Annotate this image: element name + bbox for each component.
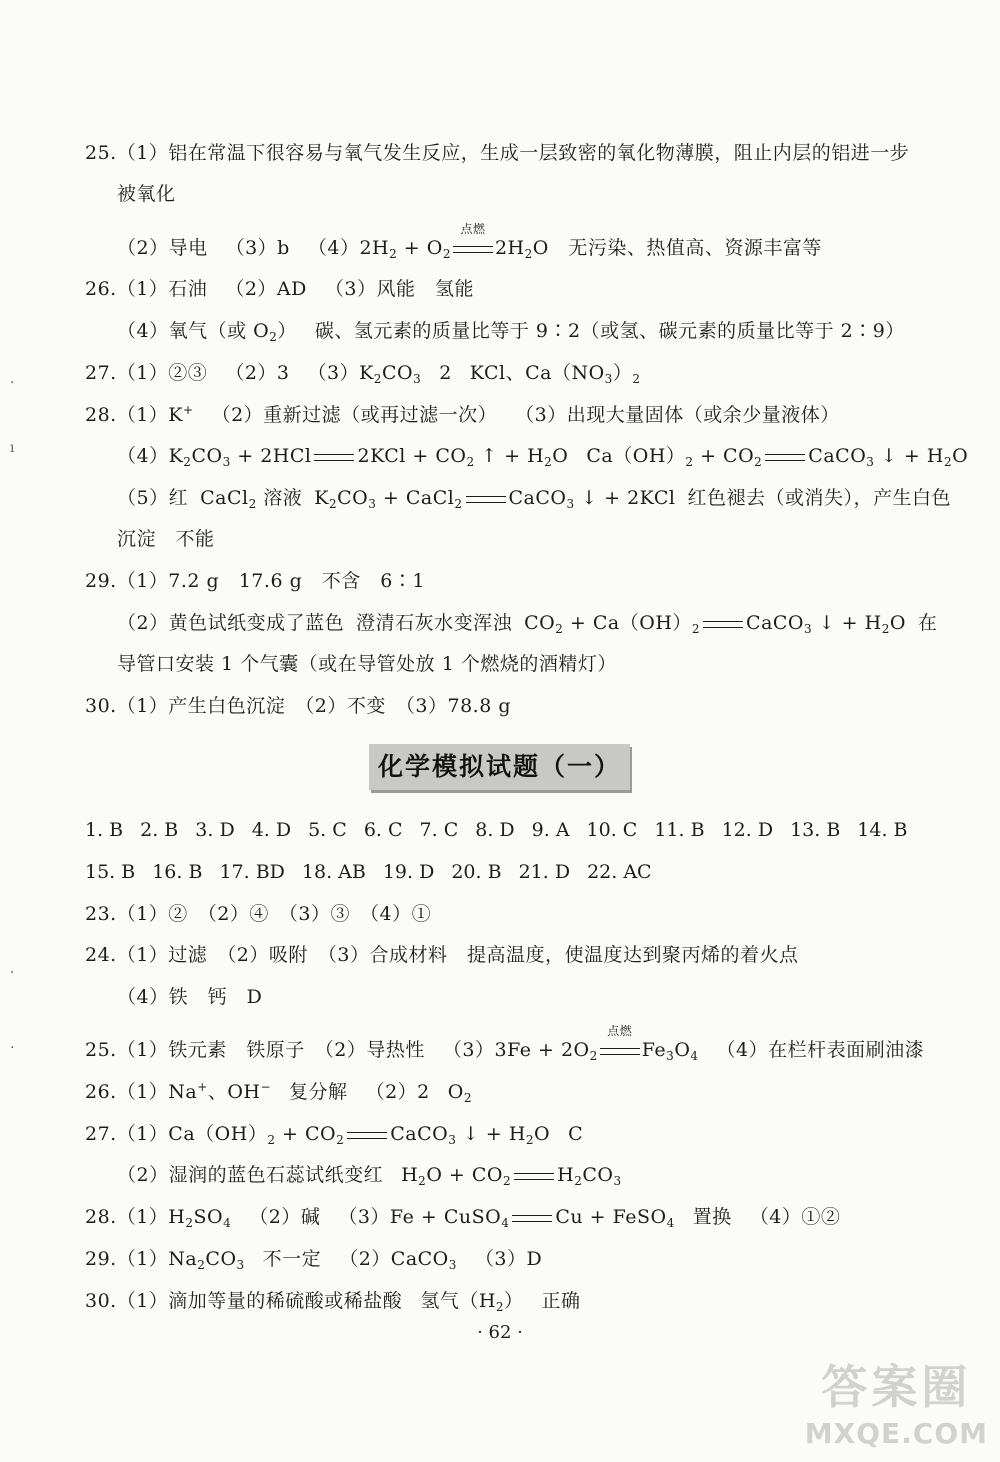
answer-24-line2: （4）铁 钙 D [117,986,263,1008]
answer-25-part4: $(4)2H_2 + O_2$ 点燃 $2H_2O$ [307,222,549,261]
mc-answer: 14. B [857,819,908,841]
answer-24-line1: 24.（1）过滤 （2）吸附 （3）合成材料 提高温度，使温度达到聚丙烯的着火点 [85,944,799,966]
answer-25b: 25.（1）铁元素 铁原子 （2）导热性 $(3)3Fe + 2O_2$ 点燃 $Fe_3O_4$ （4）在栏杆表面刷油漆 [85,1024,925,1063]
mc-answer: 19. D [382,861,435,883]
answer-30b: 30.（1）滴加等量的稀硫酸或稀盐酸 氢气$(H_2)$ 正确 [85,1290,581,1314]
mc-answer: 2. B [140,819,179,841]
answer-29-line3: 导管口安装 1 个气囊（或在导管处放 1 个燃烧的酒精灯） [117,653,617,675]
mc-answer: 21. D [518,861,571,883]
answer-27b-line1: $27.(1)Ca(OH)_2 + CO_2$ CaCO$_3$ ↓ + $H_2O$ C [85,1123,584,1147]
mc-answer: 9. A [531,819,570,841]
page-number: · 62 · [477,1322,523,1343]
mc-answer: 15. B [85,861,136,883]
answer-28-line2: $(4)K_2CO_3 + 2HCl$ $2KCl + CO_2$ ↑ + $H_2O$ $Ca(OH)_2 + CO_2$ CaCO$_3$ ↓ + $H_2O$ [117,445,969,469]
answer-25-line1: 25.（1）铝在常温下很容易与氧气发生反应，生成一层致密的氧化物薄膜，阻止内层的铝进一步 [85,142,910,164]
answer-29-line1: 29.（1）7.2 g 17.6 g 不含 6∶1 [85,570,425,592]
answer-27: 27.（1）②③ （2）3 $(3)K_2CO_3$ 2 KCl、$Ca(NO_3)_2$ [85,362,641,386]
mc-answer: 4. D [251,819,292,841]
answer-26b: 26.（1）Na+、OH− 复分解 （2）2 $O_2$ [85,1080,472,1105]
mc-answer: 6. C [363,819,403,841]
mc-answer: 7. C [419,819,459,841]
mc-answer: 20. B [451,861,502,883]
answer-26-line1: 26.（1）石油 （2）AD （3）风能 氢能 [85,278,474,300]
watermark-site: MXQE.COM [804,1417,988,1450]
watermark [805,1351,988,1450]
mc-answer: 11. B [654,819,705,841]
answer-30: 30.（1）产生白色沉淀 （2）不变 （3）78.8 g [85,695,511,717]
ignite-equals: 点燃 [600,1037,640,1063]
answer-29b: $29.(1)Na_2CO_3$ 不一定 （2）CaCO$_3$ （3）D [85,1248,543,1272]
answer-25-note: 无污染、热值高、资源丰富等 [568,237,822,259]
mc-answer: 18. AB [301,861,366,883]
mc-answer: 10. C [586,819,638,841]
mc-answer: 1. B [85,819,124,841]
answer-28-line1: 28.（1）K+ （2）重新过滤（或再过滤一次） （3）出现大量固体（或余少量液体） [85,403,840,426]
answer-25-line3 [117,222,940,261]
ignite-equals: 点燃 [453,235,493,261]
mc-answer: 17. BD [219,861,285,883]
mc-answer: 5. C [308,819,347,841]
answer-28b: $28.(1)H_2SO_4$ （2）碱 （3）Fe + CuSO$_4$ Cu + FeSO$_4$ 置换 （4）①② [85,1206,841,1230]
answer-27b-line2: （2）湿润的蓝色石蕊试纸变红 $H_2O + CO_2$ $H_2CO_3$ [117,1164,622,1188]
mc-answers-row1 [85,817,925,843]
section-title-banner: 化学模拟试题（一） [369,744,630,790]
mc-answer: 12. D [721,819,774,841]
mc-answers-row2 [85,859,669,885]
answer-25-part3: （3）b [225,237,290,259]
answer-29-line2: （2）黄色试纸变成了蓝色 澄清石灰水变浑浊 $CO_2 + Ca(OH)_2$ CaCO$_3$ ↓ + $H_2O$ 在 [117,612,938,636]
answer-28-line4: 沉淀 不能 [117,528,215,550]
mc-answer: 3. D [195,819,235,841]
answer-23: 23.（1）② （2）④ （3）③ （4）① [85,903,432,925]
scan-speck: · [10,375,15,391]
watermark-logo: 答案圈 [821,1360,972,1414]
mc-answer: 16. B [152,861,203,883]
answer-28-line3: （5）红 CaCl$_2$ 溶液 $K_2CO_3$ + CaCl$_2$ CaCO$_3$ ↓ + 2KCl 红色褪去（或消失），产生白色 [117,487,951,511]
mc-answer: 8. D [475,819,515,841]
answer-25-line2: 被氧化 [117,183,176,205]
answer-25-part2: （2）导电 [117,237,208,259]
answer-26-line2: （4）氧气（或 $O_2$） 碳、氢元素的质量比等于 9∶2（或氢、碳元素的质量比等于 2∶9） [117,320,905,344]
scan-speck: · [10,965,15,981]
scan-speck: ı [10,440,15,456]
mc-answer: 22. AC [587,861,652,883]
scan-speck: · [10,1040,15,1056]
mc-answer: 13. B [790,819,841,841]
